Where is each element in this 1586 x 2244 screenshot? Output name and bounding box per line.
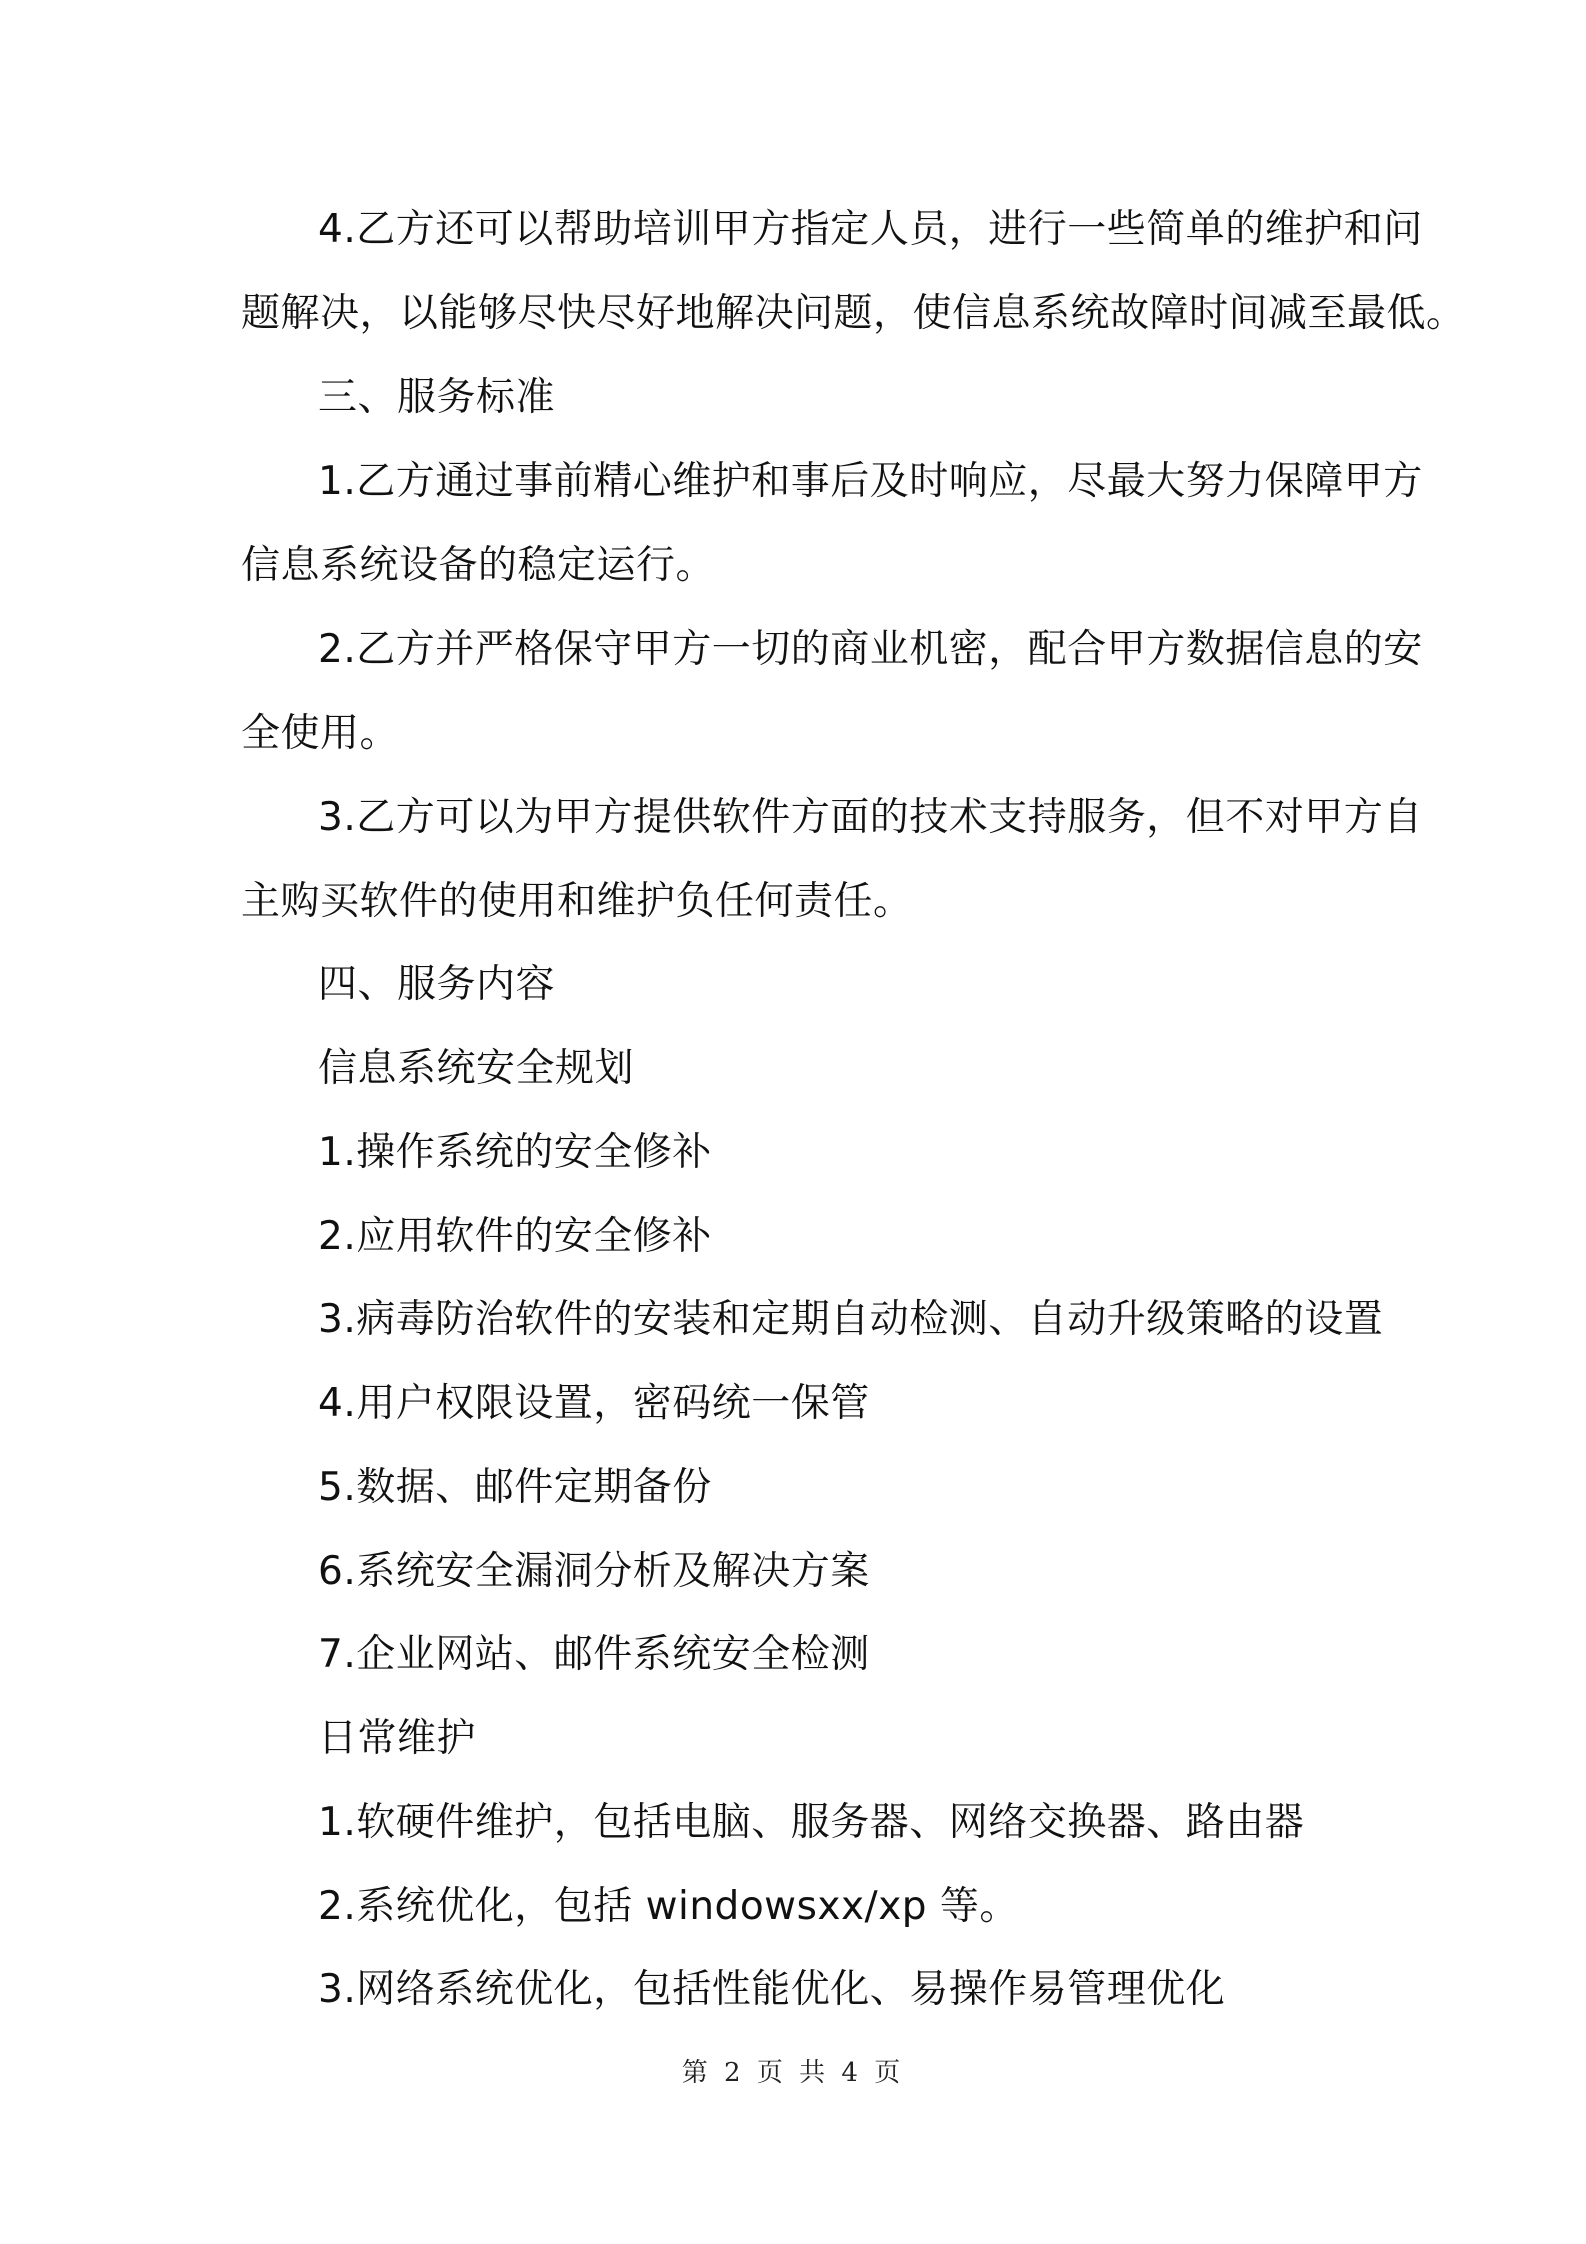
list-item: 2.系统优化，包括 windowsxx/xp 等。 bbox=[318, 1884, 1019, 1929]
list-item: 7.企业网站、邮件系统安全检测 bbox=[318, 1632, 870, 1677]
subsection-heading: 信息系统安全规划 bbox=[318, 1046, 635, 1091]
list-item: 5.数据、邮件定期备份 bbox=[318, 1465, 712, 1510]
paragraph-line: 2.乙方并严格保守甲方一切的商业机密，配合甲方数据信息的安 bbox=[318, 627, 1423, 672]
list-item: 1.软硬件维护，包括电脑、服务器、网络交换器、路由器 bbox=[318, 1800, 1305, 1845]
paragraph-line: 题解决，以能够尽快尽好地解决问题，使信息系统故障时间减至最低。 bbox=[241, 291, 1466, 336]
paragraph-line: 主购买软件的使用和维护负任何责任。 bbox=[241, 879, 913, 924]
list-item: 2.应用软件的安全修补 bbox=[318, 1214, 712, 1259]
paragraph-line: 3.乙方可以为甲方提供软件方面的技术支持服务，但不对甲方自 bbox=[318, 795, 1423, 840]
page-footer: 第 2 页 共 4 页 bbox=[681, 2058, 905, 2088]
section-heading: 三、服务标准 bbox=[318, 375, 556, 420]
list-item: 1.操作系统的安全修补 bbox=[318, 1130, 712, 1175]
list-item: 3.网络系统优化，包括性能优化、易操作易管理优化 bbox=[318, 1967, 1226, 2012]
list-item: 4.用户权限设置，密码统一保管 bbox=[318, 1381, 870, 1426]
paragraph-line: 4.乙方还可以帮助培训甲方指定人员，进行一些简单的维护和问 bbox=[318, 207, 1423, 252]
list-item: 6.系统安全漏洞分析及解决方案 bbox=[318, 1549, 870, 1594]
paragraph-line: 全使用。 bbox=[241, 711, 400, 756]
paragraph-line: 1.乙方通过事前精心维护和事后及时响应，尽最大努力保障甲方 bbox=[318, 459, 1423, 504]
paragraph-line: 信息系统设备的稳定运行。 bbox=[241, 543, 716, 588]
subsection-heading: 日常维护 bbox=[318, 1716, 477, 1761]
list-item: 3.病毒防治软件的安装和定期自动检测、自动升级策略的设置 bbox=[318, 1297, 1384, 1342]
section-heading: 四、服务内容 bbox=[318, 962, 556, 1007]
